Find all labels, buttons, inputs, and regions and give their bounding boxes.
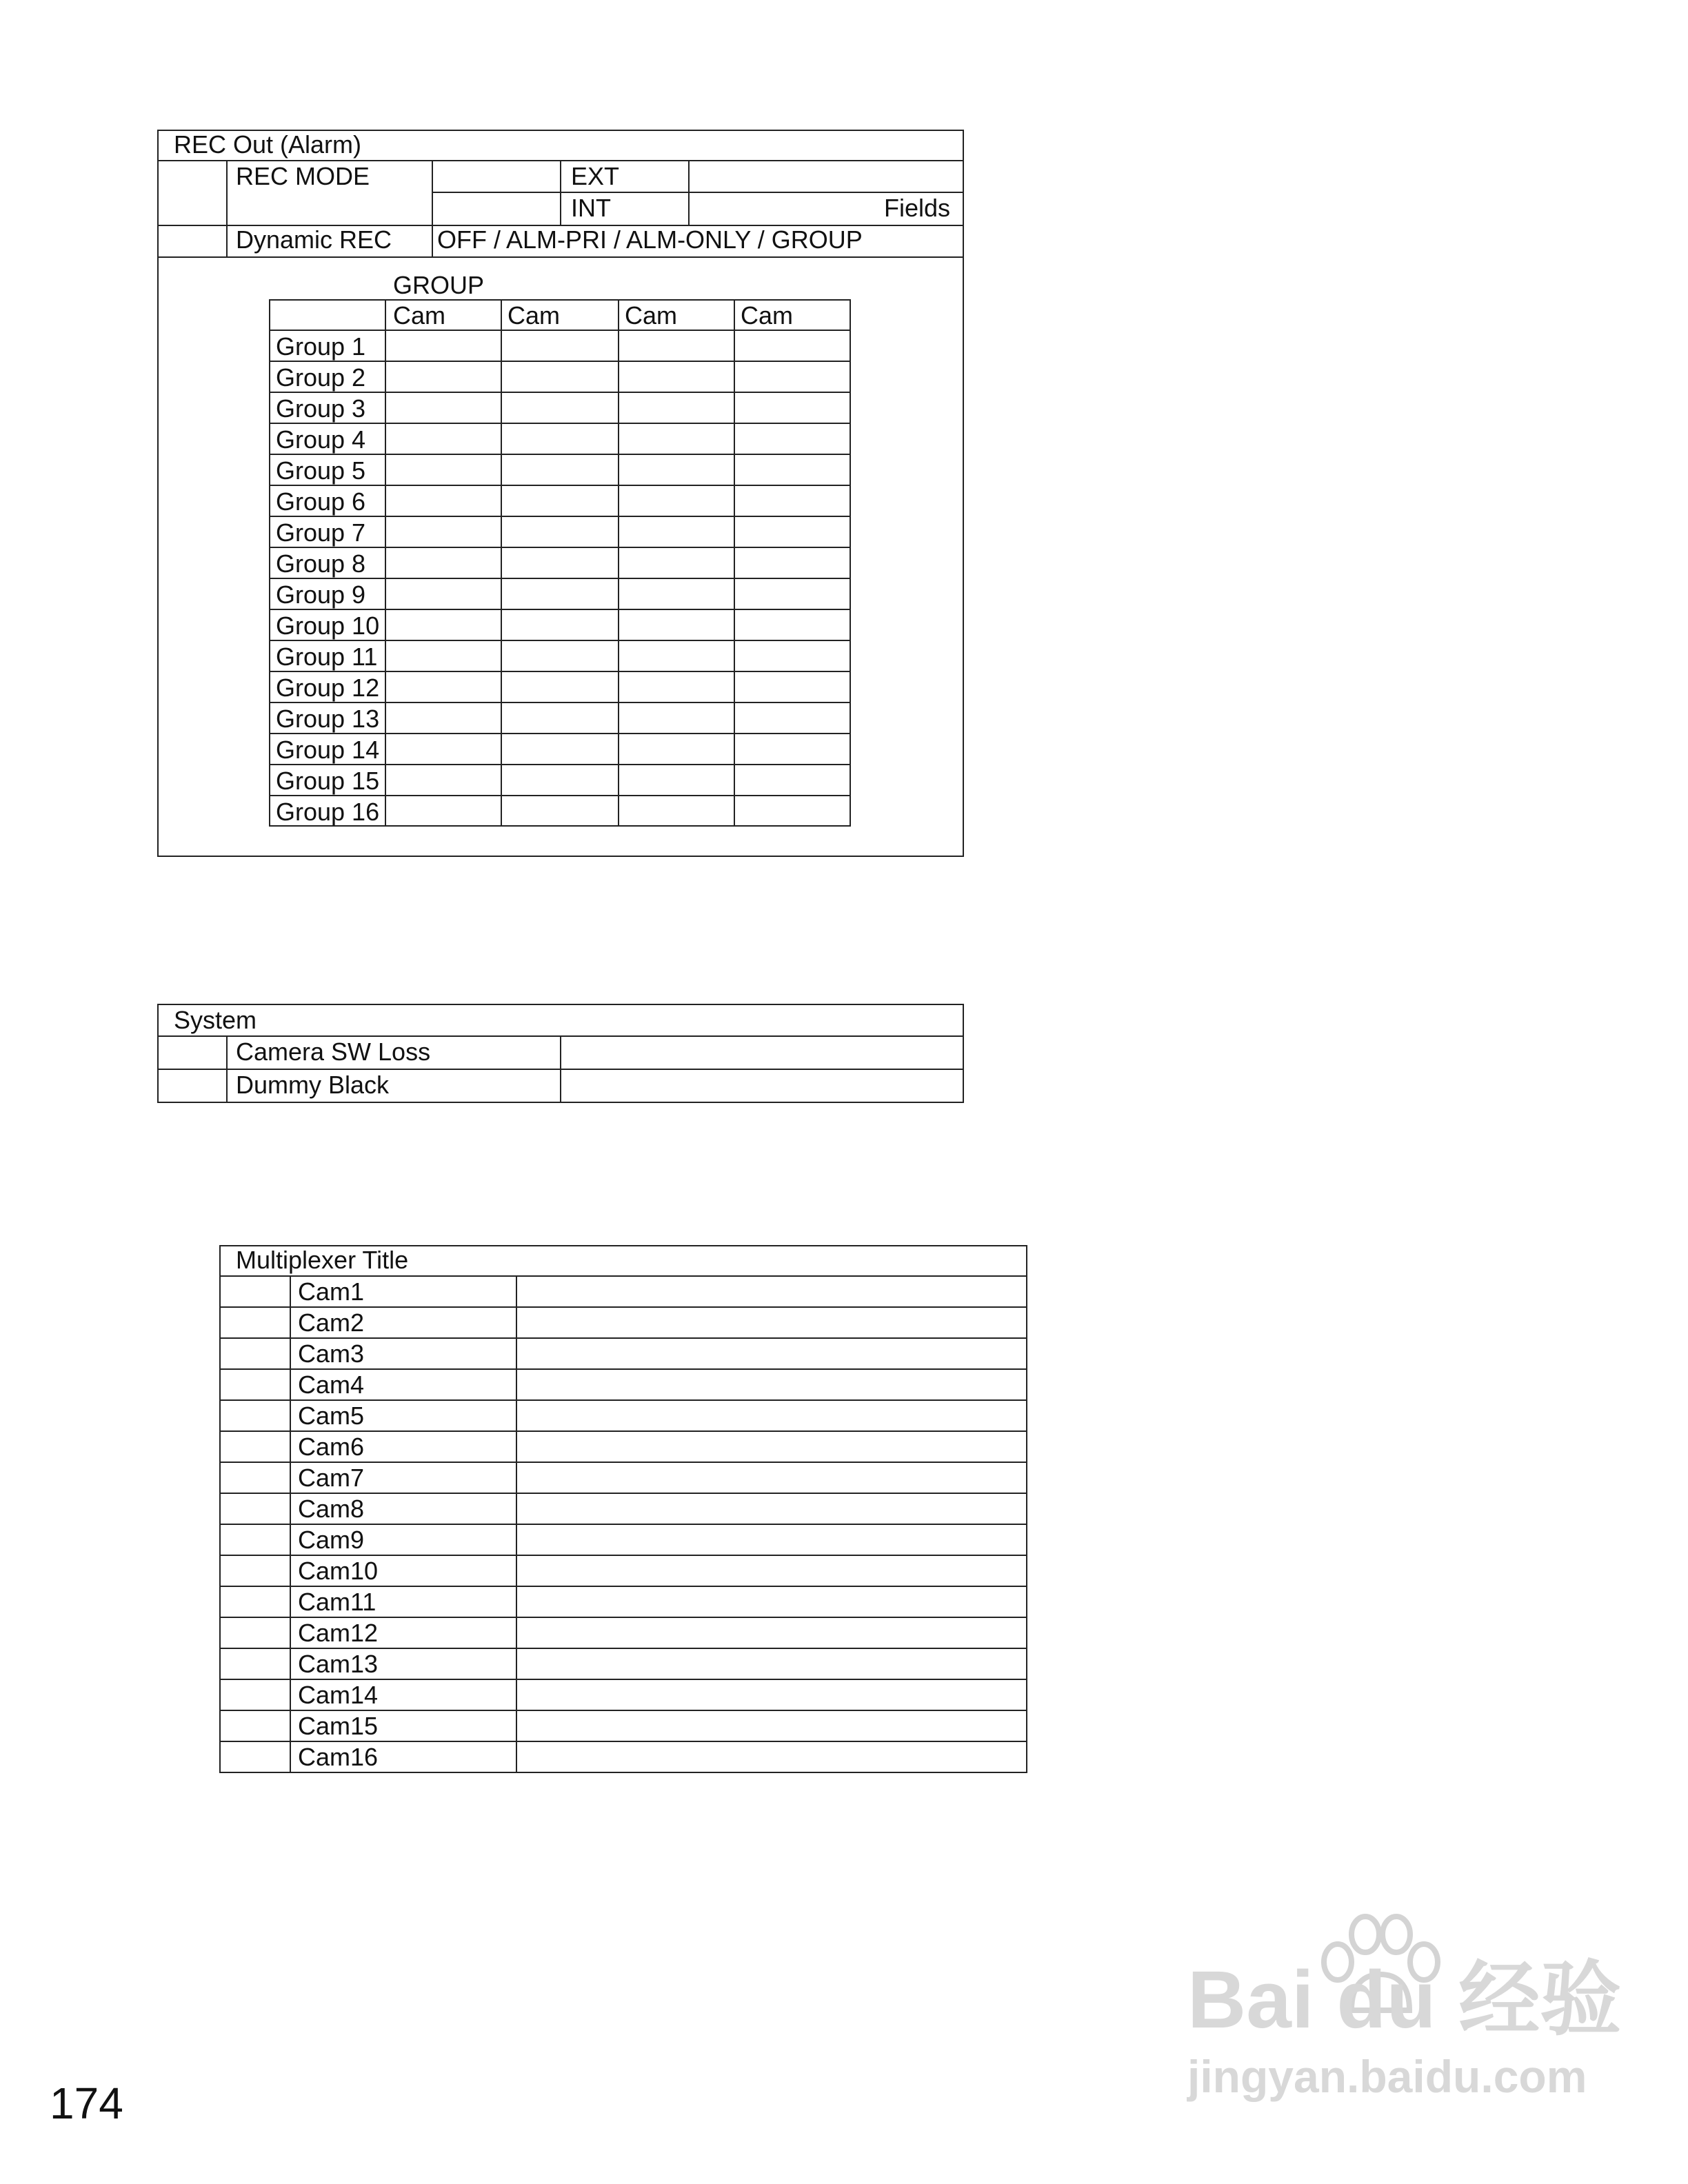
mux-cam-label: Cam16 <box>298 1743 379 1771</box>
row-divider <box>269 361 851 362</box>
mux-cam-label: Cam6 <box>298 1433 365 1461</box>
row-divider <box>219 1648 1027 1649</box>
fields-label: Fields <box>883 194 950 222</box>
row-divider <box>219 1617 1027 1618</box>
cam-header: Cam <box>508 301 561 330</box>
row-divider <box>269 516 851 517</box>
group-row-label: Group 1 <box>276 332 366 361</box>
group-row-label: Group 9 <box>276 580 366 609</box>
mux-cam-label: Cam5 <box>298 1402 365 1430</box>
row-divider <box>219 1586 1027 1587</box>
row-divider <box>269 702 851 703</box>
group-row-label: Group 5 <box>276 456 366 485</box>
row-divider <box>219 1462 1027 1463</box>
mux-cam-label: Cam3 <box>298 1339 365 1368</box>
row-divider <box>219 1337 1027 1339</box>
cam-header: Cam <box>625 301 678 330</box>
row-divider <box>269 764 851 765</box>
group-row-label: Group 7 <box>276 518 366 547</box>
group-row-label: Group 8 <box>276 549 366 578</box>
mux-cam-label: Cam12 <box>298 1619 379 1647</box>
row-divider <box>269 392 851 393</box>
mux-cam-label: Cam7 <box>298 1464 365 1492</box>
rec-mode-label: REC MODE <box>236 162 370 190</box>
mux-cam-label: Cam10 <box>298 1557 379 1585</box>
group-row-label: Group 4 <box>276 425 366 454</box>
multiplexer-title: Multiplexer Title <box>236 1246 409 1274</box>
system-row-label: Camera SW Loss <box>236 1038 431 1066</box>
row-divider <box>219 1555 1027 1556</box>
row-divider <box>269 733 851 734</box>
row-divider <box>269 671 851 672</box>
row-divider <box>269 485 851 486</box>
group-row-label: Group 3 <box>276 394 366 423</box>
row-divider <box>269 454 851 455</box>
mux-cam-label: Cam13 <box>298 1650 379 1678</box>
group-row-label: Group 14 <box>276 736 380 764</box>
mux-cam-label: Cam11 <box>298 1588 376 1616</box>
row-divider <box>269 795 851 796</box>
mux-cam-label: Cam8 <box>298 1495 365 1523</box>
row-divider <box>219 1399 1027 1401</box>
group-row-label: Group 16 <box>276 798 380 826</box>
row-divider <box>219 1275 1027 1277</box>
mux-cam-label: Cam4 <box>298 1371 365 1399</box>
row-divider <box>269 547 851 548</box>
int-label: INT <box>571 194 611 222</box>
rec-out-title: REC Out (Alarm) <box>174 130 362 159</box>
row-divider <box>269 578 851 579</box>
group-row-label: Group 12 <box>276 674 380 702</box>
page-number: 174 <box>50 2079 123 2128</box>
row-divider <box>219 1710 1027 1711</box>
row-divider <box>269 330 851 331</box>
row-divider <box>219 1430 1027 1432</box>
row-divider <box>219 1368 1027 1370</box>
row-divider <box>219 1306 1027 1308</box>
row-divider <box>219 1741 1027 1742</box>
mux-cam-label: Cam1 <box>298 1277 365 1306</box>
row-divider <box>219 1493 1027 1494</box>
cam-header: Cam <box>741 301 794 330</box>
group-row-label: Group 11 <box>276 643 378 671</box>
dynamic-rec-label: Dynamic REC <box>236 225 392 254</box>
group-row-label: Group 6 <box>276 487 366 516</box>
cam-header: Cam <box>393 301 446 330</box>
ext-label: EXT <box>571 162 620 190</box>
watermark-url: jingyan.baidu.com <box>1187 2051 1587 2102</box>
system-title: System <box>174 1006 257 1034</box>
row-divider <box>219 1679 1027 1680</box>
mux-cam-label: Cam2 <box>298 1308 365 1337</box>
row-divider <box>269 640 851 641</box>
group-row-label: Group 10 <box>276 611 380 640</box>
row-divider <box>219 1524 1027 1525</box>
mux-cam-label: Cam14 <box>298 1681 379 1709</box>
watermark-brand: Bai du 经验 <box>1187 1954 1622 2045</box>
mux-cam-label: Cam15 <box>298 1712 379 1740</box>
row-divider <box>269 423 851 424</box>
dynamic-rec-options: OFF / ALM-PRI / ALM-ONLY / GROUP <box>437 225 863 254</box>
row-divider <box>269 609 851 610</box>
group-row-label: Group 2 <box>276 363 366 392</box>
mux-cam-label: Cam9 <box>298 1526 365 1554</box>
group-title: GROUP <box>393 271 485 299</box>
group-row-label: Group 15 <box>276 767 380 795</box>
group-row-label: Group 13 <box>276 705 380 733</box>
system-row-label: Dummy Black <box>236 1071 390 1099</box>
